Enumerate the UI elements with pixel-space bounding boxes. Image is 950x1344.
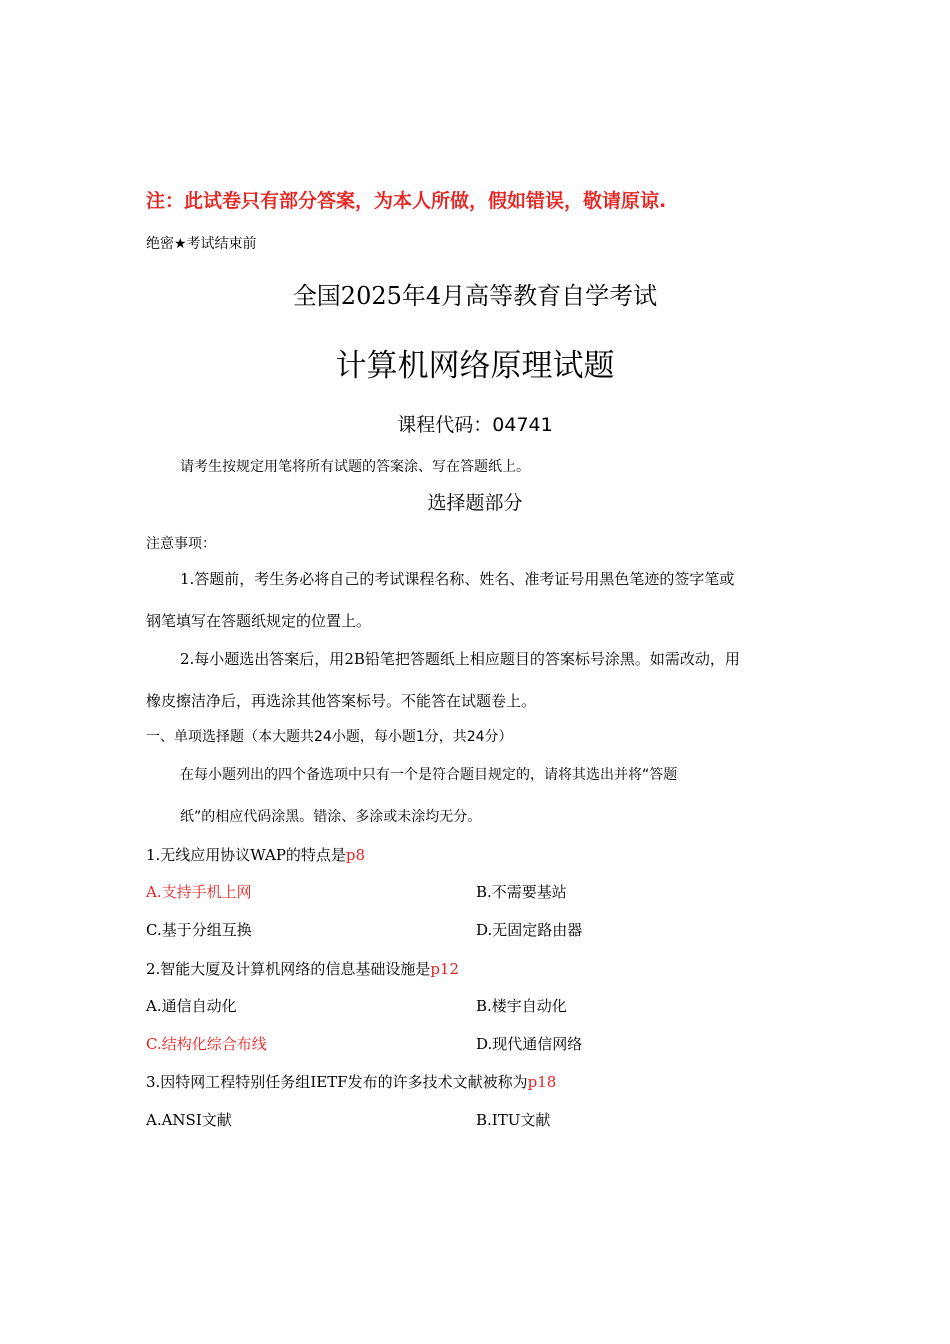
- confidential-label: 绝密★考试结束前: [146, 236, 257, 252]
- exam-instruction: 请考生按规定用笔将所有试题的答案涂、写在答题纸上。: [180, 459, 530, 475]
- caution-item-2-line-2: 橡皮擦洁净后，再选涂其他答案标号。不能答在试题卷上。: [146, 692, 537, 710]
- question-1-option-c: C.基于分组互换: [146, 921, 252, 939]
- caution-item-1-line-1: 1.答题前，考生务必将自己的考试课程名称、姓名、准考证号用黑色笔迹的签字笔或: [180, 570, 735, 588]
- exam-title: 全国2025年4月高等教育自学考试: [292, 282, 658, 310]
- course-code: 课程代码：04741: [397, 414, 553, 436]
- question-2-page-ref: p12: [430, 960, 460, 978]
- section-title: 选择题部分: [427, 492, 523, 514]
- subject-title: 计算机网络原理试题: [335, 348, 615, 384]
- question-1-option-a: A.支持手机上网: [146, 883, 252, 901]
- question-3-option-a: A.ANSI文献: [146, 1111, 232, 1129]
- question-1-option-b: B.不需要基站: [476, 883, 567, 901]
- question-2-text: 2.智能大厦及计算机网络的信息基础设施是: [146, 960, 431, 978]
- question-1-text: 1.无线应用协议WAP的特点是: [146, 846, 346, 864]
- question-2-option-a: A.通信自动化: [146, 997, 237, 1015]
- question-3-option-b: B.ITU文献: [476, 1111, 551, 1129]
- question-2-option-d: D.现代通信网络: [476, 1035, 583, 1053]
- caution-item-1-line-2: 钢笔填写在答题纸规定的位置上。: [146, 612, 372, 630]
- answer-notice: 注：此试卷只有部分答案，为本人所做，假如错误，敬请原谅.: [146, 190, 667, 212]
- question-2-stem: [146, 958, 459, 979]
- question-2-option-b: B.楼宇自动化: [476, 997, 567, 1015]
- part1-description-line-2: 纸”的相应代码涂黑。错涂、多涂或未涂均无分。: [180, 809, 482, 825]
- question-1-page-ref: p8: [345, 846, 366, 864]
- caution-heading: 注意事项：: [146, 536, 216, 552]
- question-3-text: 3.因特网工程特别任务组IETF发布的许多技术文献被称为: [146, 1073, 528, 1091]
- part1-description-line-1: 在每小题列出的四个备选项中只有一个是符合题目规定的，请将其选出并将“答题: [180, 767, 678, 783]
- question-2-option-c: C.结构化综合布线: [146, 1035, 267, 1053]
- question-3-page-ref: p18: [527, 1073, 557, 1091]
- question-1-stem: [146, 844, 365, 865]
- part1-heading: 一、单项选择题（本大题共24小题，每小题1分，共24分）: [146, 729, 513, 745]
- caution-item-2-line-1: 2.每小题选出答案后，用2B铅笔把答题纸上相应题目的答案标号涂黑。如需改动，用: [180, 650, 740, 668]
- question-1-option-d: D.无固定路由器: [476, 921, 583, 939]
- question-3-stem: [146, 1071, 556, 1092]
